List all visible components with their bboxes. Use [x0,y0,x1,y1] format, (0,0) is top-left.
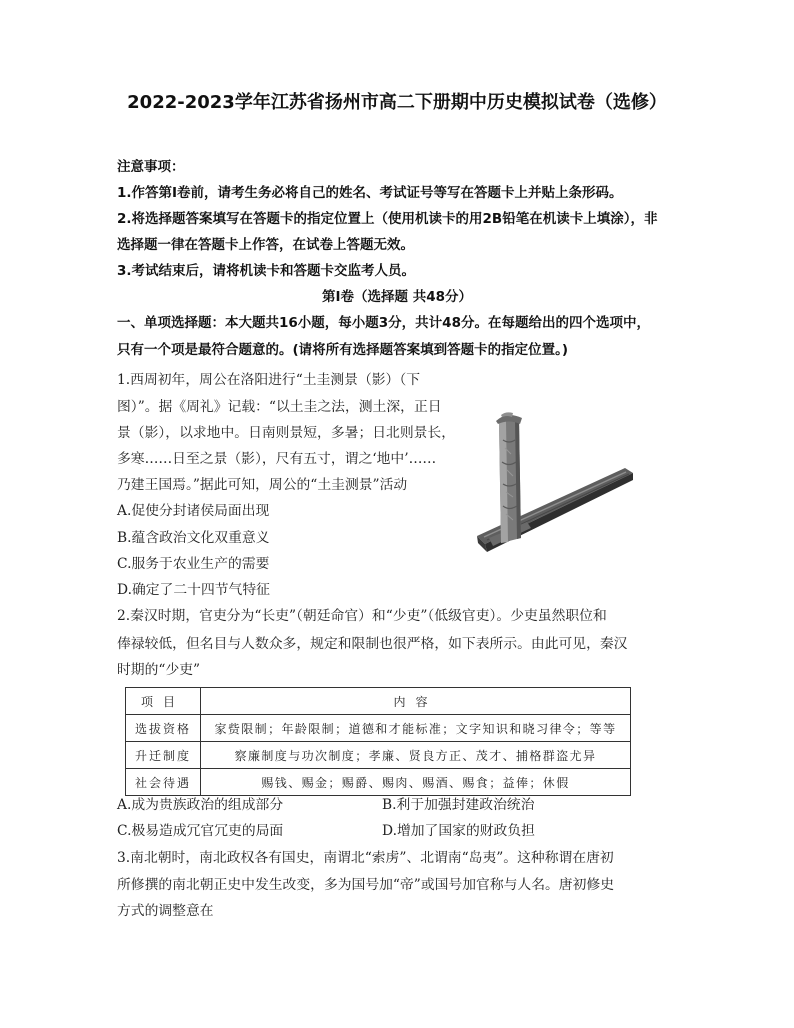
question-2-option-c: C.极易造成冗官冗吏的局面 [117,823,284,839]
table-row [126,715,631,742]
question-2-stem: 俸禄较低，但名目与人数众多，规定和限制也很严格，如下表所示。由此可见，秦汉 [117,636,628,652]
question-1-stem: 乃建王国焉。”据此可知，周公的“土圭测景”活动 [117,477,408,493]
question-2-table [125,687,631,796]
question-1-stem: 景（影），以求地中。日南则景短，多暑；日北则景长， [117,425,456,441]
table-header-item: 项目 [126,688,201,715]
question-3-stem: 所修撰的南北朝正史中发生改变，多为国号加“帝”或国号加官称与人名。唐初修史 [117,877,614,893]
section-instruction: 只有一个项是最符合题意的。(请将所有选择题答案填到答题卡的指定位置。) [117,342,569,358]
tugui-figure-svg [475,410,635,560]
notes-line: 1.作答第Ⅰ卷前，请考生务必将自己的姓名、考试证号等写在答题卡上并贴上条形码。 [117,185,623,201]
table-cell-item: 选拔资格 [126,715,201,742]
table-header-content: 内容 [201,688,631,715]
section-heading: 第Ⅰ卷（选择题 共48分） [321,289,472,305]
question-2-stem: 2.秦汉时期，官吏分为“长吏”（朝廷命官）和“少吏”（低级官吏）。少吏虽然职位和 [117,608,607,624]
question-3-stem: 方式的调整意在 [117,903,214,919]
table-header-row [126,688,631,715]
question-3-stem: 3.南北朝时，南北政权各有国史，南谓北“索虏”、北谓南“岛夷”。这种称谓在唐初 [117,850,614,866]
question-1-option-b: B.蕴含政治文化双重意义 [117,530,270,546]
table-cell-item: 社会待遇 [126,769,201,796]
table-cell-content: 察廉制度与功次制度；孝廉、贤良方正、茂才、捕格群盗尤异 [201,742,631,769]
table-cell-item: 升迁制度 [126,742,201,769]
question-1-option-a: A.促使分封诸侯局面出现 [117,503,270,519]
notes-line: 2.将选择题答案填写在答题卡的指定位置上（使用机读卡的用2B铅笔在机读卡上填涂），非 [117,211,658,227]
question-1-option-d: D.确定了二十四节气特征 [117,582,270,598]
question-2-option-d: D.增加了国家的财政负担 [382,823,535,839]
notes-heading: 注意事项： [117,159,185,175]
question-2-option-b: B.利于加强封建政治统治 [382,797,535,813]
table-cell-content: 赐钱、赐金；赐爵、赐肉、赐酒、赐食；益俸；休假 [201,769,631,796]
question-2-option-a: A.成为贵族政治的组成部分 [117,797,284,813]
notes-line: 3.考试结束后，请将机读卡和答题卡交监考人员。 [117,263,416,279]
question-1-option-c: C.服务于农业生产的需要 [117,556,270,572]
question-2-stem: 时期的“少吏” [117,662,201,678]
question-1-stem: 图）”。据《周礼》记载：“以土圭之法，测土深，正日 [117,399,442,415]
table-cell-content: 家赀限制；年龄限制；道德和才能标准；文字知识和晓习律令；等等 [201,715,631,742]
section-instruction: 一、单项选择题：本大题共16小题，每小题3分，共计48分。在每题给出的四个选项中， [117,315,650,331]
tugui-gnomon-image [475,410,635,560]
notes-line: 选择题一律在答题卡上作答，在试卷上答题无效。 [117,237,414,253]
question-1-stem: 1.西周初年，周公在洛阳进行“土圭测景（影）（下 [117,372,421,388]
exam-title: 2022-2023学年江苏省扬州市高二下册期中历史模拟试卷（选修） [127,92,667,113]
table-row [126,769,631,796]
table-row [126,742,631,769]
question-1-stem: 多寒……日至之景（影），尺有五寸，谓之‘地中’…… [117,451,437,467]
